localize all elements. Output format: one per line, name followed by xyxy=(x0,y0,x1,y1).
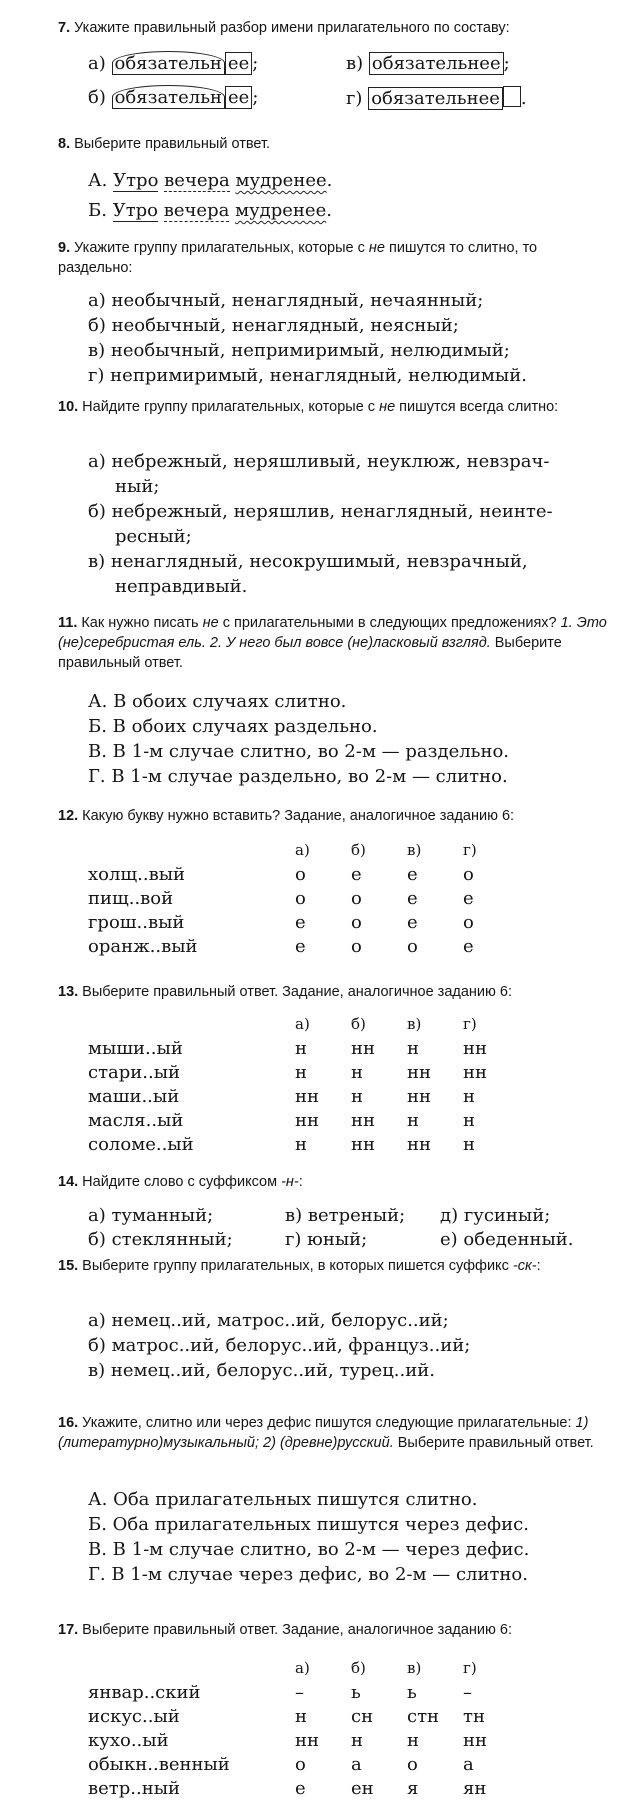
table-row: пищ..вой о о е е xyxy=(88,887,474,909)
table-row: соломе..ый н нн нн н xyxy=(88,1133,475,1155)
morpheme-ending: ее xyxy=(225,86,252,109)
list-item: б) матрос..ий, белорус..ий, француз..ий; xyxy=(88,1335,471,1356)
list-item: Б. В обоих случаях раздельно. xyxy=(88,716,378,737)
list-item: неправдивый. xyxy=(115,576,248,597)
question-number: 11. xyxy=(58,615,78,631)
morpheme-word: обязательнее xyxy=(369,52,504,75)
table-header: а) б) в) г) xyxy=(295,1659,477,1677)
morpheme-word: обязательнее xyxy=(368,87,503,110)
q14-option-d: д) гусиный; xyxy=(440,1205,551,1226)
q7-option-b: б) обязательн ее ; xyxy=(88,87,259,108)
list-item: Б. Оба прилагательных пишутся через дефис. xyxy=(88,1514,529,1535)
list-item: В. В 1-м случае слитно, во 2-м — раздельно. xyxy=(88,741,510,762)
list-item: Г. В 1-м случае через дефис, во 2-м — слитно. xyxy=(88,1564,528,1585)
table-row: мыши..ый н нн н нн xyxy=(88,1037,487,1059)
list-item: а) небрежный, неряшливый, неуклюж, невзрач- xyxy=(88,451,550,472)
list-item: ресный; xyxy=(115,526,192,547)
question-number: 16. xyxy=(58,1415,79,1431)
q14-option-g: г) юный; xyxy=(285,1229,368,1250)
table-row: обыкн..венный о а о а xyxy=(88,1753,474,1775)
q17-table xyxy=(88,1656,519,1800)
q8-option-a: А. Утро вечера мудренее. xyxy=(88,170,333,191)
q14-option-e: е) обеденный. xyxy=(440,1229,574,1250)
question-12: 12. Какую букву нужно вставить? Задание, аналогичное заданию 6: xyxy=(58,808,515,824)
table-row: стари..ый н н нн нн xyxy=(88,1061,487,1083)
question-text: Укажите правильный разбор имени прилагательного по составу: xyxy=(74,20,510,36)
table-row: ветр..ный е ен я ян xyxy=(88,1777,487,1799)
question-number: 14. xyxy=(58,1174,79,1190)
q10-options xyxy=(88,449,553,599)
question-14: 14. Найдите слово с суффиксом -н-: xyxy=(58,1174,303,1190)
question-number: 8. xyxy=(58,136,71,152)
morpheme-root: обязательн xyxy=(112,51,225,75)
morpheme-ending: ее xyxy=(225,52,252,75)
q7-option-c: в) обязательнее ; xyxy=(346,53,510,74)
q7-option-a: а) обязательн ее ; xyxy=(88,53,259,74)
list-item: А. Оба прилагательных пишутся слитно. xyxy=(88,1489,478,1510)
q15-options xyxy=(88,1308,470,1383)
list-item: в) немец..ий, белорус..ий, турец..ий. xyxy=(88,1360,435,1381)
morpheme-root: обязательн xyxy=(112,85,225,109)
question-17: 17. Выберите правильный ответ. Задание, аналогичное заданию 6: xyxy=(58,1622,513,1638)
table-header: а) б) в) г) xyxy=(295,841,477,859)
question-number: 17. xyxy=(58,1622,79,1638)
question-text: Выберите правильный ответ. xyxy=(74,136,271,152)
question-7 xyxy=(58,18,613,38)
list-item: а) немец..ий, матрос..ий, белорус..ий; xyxy=(88,1310,449,1331)
q9-options xyxy=(88,288,527,388)
list-item: в) ненаглядный, несокрушимый, невзрачный, xyxy=(88,551,528,572)
list-item: Г. В 1-м случае раздельно, во 2-м — слитно. xyxy=(88,766,508,787)
question-9: 9. Укажите группу прилагательных, которые с не пишутся то слитно, то раздельно: xyxy=(58,240,538,276)
table-row: искус..ый н сн стн тн xyxy=(88,1705,485,1727)
list-item: а) необычный, ненаглядный, нечаянный; xyxy=(88,290,484,311)
question-15: 15. Выберите группу прилагательных, в которых пишется суффикс -ск-: xyxy=(58,1258,541,1274)
question-16: 16. Укажите, слитно или через дефис пишутся следующие прилагательные: 1) (литературно)музыкальный; 2) (древне)русский. Выберите правильный ответ. xyxy=(58,1415,594,1451)
empty-ending-box xyxy=(503,86,521,107)
table-row: масля..ый нн нн н н xyxy=(88,1109,475,1131)
question-number: 12. xyxy=(58,808,79,824)
table-header: а) б) в) г) xyxy=(295,1015,477,1033)
question-8 xyxy=(58,134,613,154)
q14-option-b: б) стеклянный; xyxy=(88,1229,233,1250)
q14-option-a: а) туманный; xyxy=(88,1205,214,1226)
question-number: 10. xyxy=(58,399,79,415)
table-row: грош..вый е о е о xyxy=(88,911,474,933)
list-item: ный; xyxy=(115,476,160,497)
q14-option-v: в) ветреный; xyxy=(285,1205,406,1226)
list-item: В. В 1-м случае слитно, во 2-м — через дефис. xyxy=(88,1539,530,1560)
list-item: А. В обоих случаях слитно. xyxy=(88,691,347,712)
list-item: г) непримиримый, ненаглядный, нелюдимый. xyxy=(88,365,527,386)
question-13: 13. Выберите правильный ответ. Задание, аналогичное заданию 6: xyxy=(58,984,513,1000)
q12-table xyxy=(88,838,519,958)
table-row: холщ..вый о е е о xyxy=(88,863,474,885)
q11-options xyxy=(88,689,509,789)
table-row: маши..ый нн н нн н xyxy=(88,1085,475,1107)
table-row: январ..ский – ь ь – xyxy=(88,1681,472,1703)
q16-options xyxy=(88,1487,529,1587)
table-row: оранж..вый е о о е xyxy=(88,935,474,957)
list-item: в) необычный, непримиримый, нелюдимый; xyxy=(88,340,510,361)
question-11: 11. Как нужно писать не с прилагательными в следующих предложениях? 1. Это (не)серебристая ель. 2. У него был вовсе (не)ласковый взгляд. Выберите правильный ответ. xyxy=(58,615,607,671)
q8-option-b: Б. Утро вечера мудренее. xyxy=(88,200,332,221)
question-number: 15. xyxy=(58,1258,79,1274)
question-10: 10. Найдите группу прилагательных, которые с не пишутся всегда слитно: xyxy=(58,399,559,415)
table-row: кухо..ый нн н н нн xyxy=(88,1729,487,1751)
list-item: б) необычный, ненаглядный, неясный; xyxy=(88,315,459,336)
question-number: 7. xyxy=(58,20,71,36)
list-item: б) небрежный, неряшлив, ненаглядный, неинте- xyxy=(88,501,553,522)
q13-table xyxy=(88,1012,519,1156)
question-number: 13. xyxy=(58,984,79,1000)
question-number: 9. xyxy=(58,240,71,256)
q7-option-d: г) обязательнее . xyxy=(346,88,527,109)
